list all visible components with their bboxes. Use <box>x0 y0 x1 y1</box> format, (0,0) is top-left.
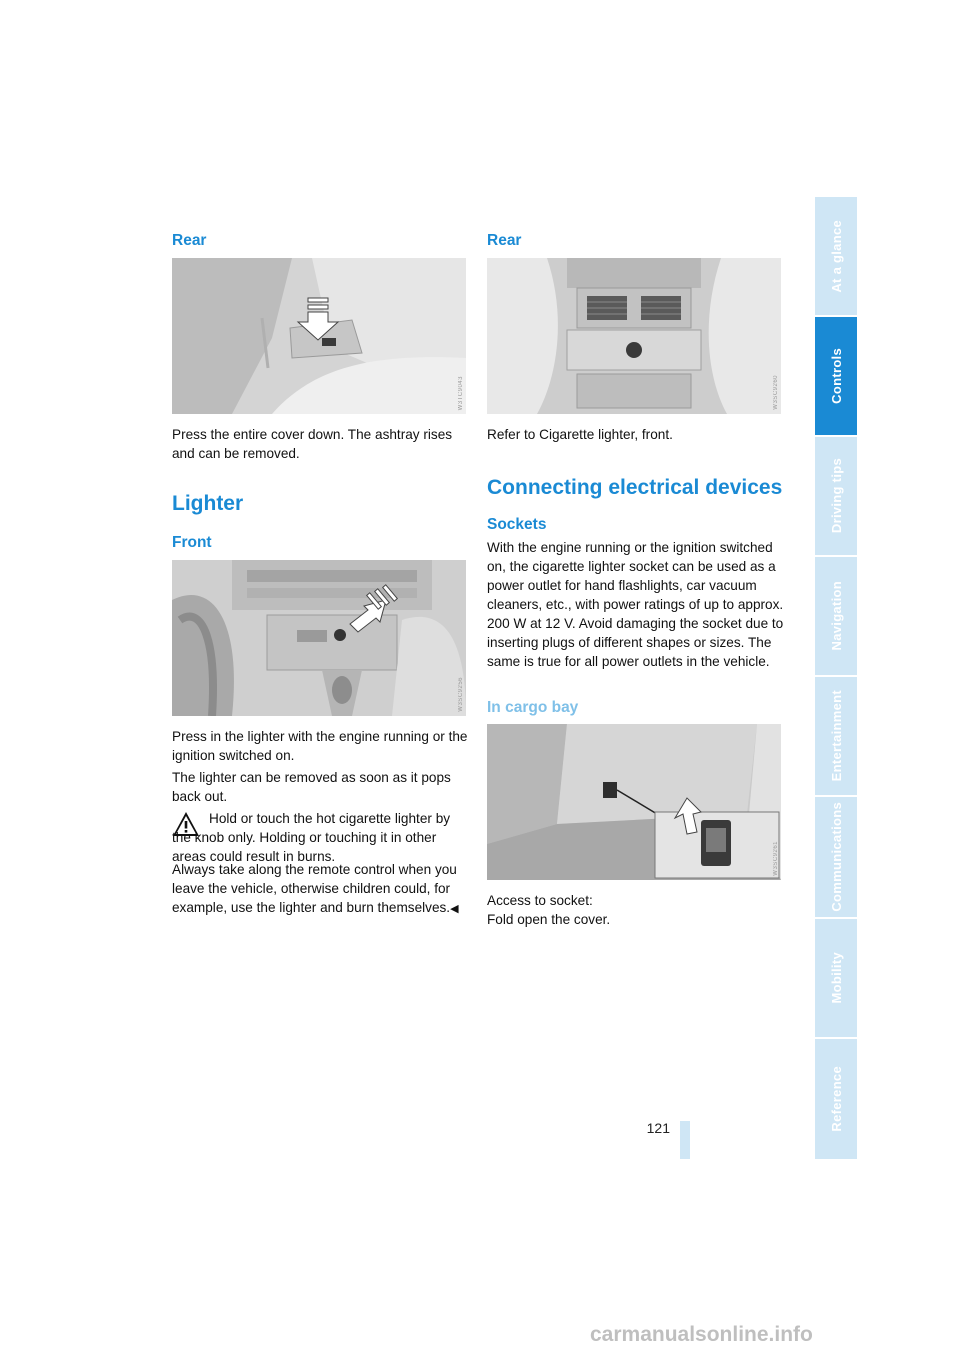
front-lighter-text-2: The lighter can be removed as soon as it pops back out. <box>172 770 451 804</box>
lighter-front-figure <box>172 560 466 716</box>
cargo-text-2: Fold open the cover. <box>487 912 611 927</box>
tab-navigation[interactable]: Navigation <box>815 557 857 677</box>
ashtray-rear-figure <box>172 258 466 414</box>
page-number-bar <box>680 1121 690 1159</box>
cargo-text-1: Access to socket: <box>487 893 593 908</box>
cargo-socket-figure <box>487 724 781 880</box>
connecting-heading: Connecting electrical devices <box>487 476 783 499</box>
lighter-heading: Lighter <box>172 492 244 515</box>
front-lighter-text-1: Press in the lighter with the engine running or the ignition switched on. <box>172 729 468 763</box>
tab-entertainment[interactable]: Entertainment <box>815 677 857 797</box>
rear-heading-left: Rear <box>172 232 207 249</box>
sockets-text: With the engine running or the ignition switched on, the cigarette lighter socket can be used as a power outlet for hand flashlights, car vacuum cleaners, etc., with power ratings of up to approx. 200 W at 12 V. Avoid damaging the socket due to inserting plugs of different shapes or sizes. The same is true for all power outlets in the vehicle. <box>487 540 784 669</box>
figure-code: W3TC9043 <box>458 375 464 410</box>
sockets-heading: Sockets <box>487 516 547 533</box>
figure-code: W3SC9261 <box>773 841 779 876</box>
page-number: 121 <box>646 1120 670 1136</box>
warning-text-2: Always take along the remote control when you leave the vehicle, otherwise children could, for example, use the lighter and burn themselves. <box>172 862 457 915</box>
rear-lighter-text: Refer to Cigarette lighter, front. <box>487 427 673 442</box>
front-heading: Front <box>172 534 212 551</box>
lighter-rear-figure <box>487 258 781 414</box>
warning-text: Hold or touch the hot cigarette lighter by the knob only. Holding or touching it in other areas could result in burns. <box>172 811 451 864</box>
figure-code: W3SC9256 <box>458 677 464 712</box>
tab-mobility[interactable]: Mobility <box>815 919 857 1039</box>
tab-communications[interactable]: Communications <box>815 797 857 919</box>
tab-at-a-glance[interactable]: At a glance <box>815 197 857 317</box>
rear-heading-right: Rear <box>487 232 522 249</box>
end-mark-icon: ◀ <box>450 903 459 915</box>
tab-driving-tips[interactable]: Driving tips <box>815 437 857 557</box>
figure-code: W3SC9260 <box>773 375 779 410</box>
footer-watermark: carmanualsonline.info <box>590 1323 813 1346</box>
warning-text-2-block <box>172 860 470 919</box>
cargo-bay-heading: In cargo bay <box>487 699 579 716</box>
tab-controls[interactable]: Controls <box>815 317 857 437</box>
chapter-tabs <box>815 197 857 1159</box>
tab-reference[interactable]: Reference <box>828 1066 844 1132</box>
rear-ashtray-text: Press the entire cover down. The ashtray rises and can be removed. <box>172 427 453 461</box>
